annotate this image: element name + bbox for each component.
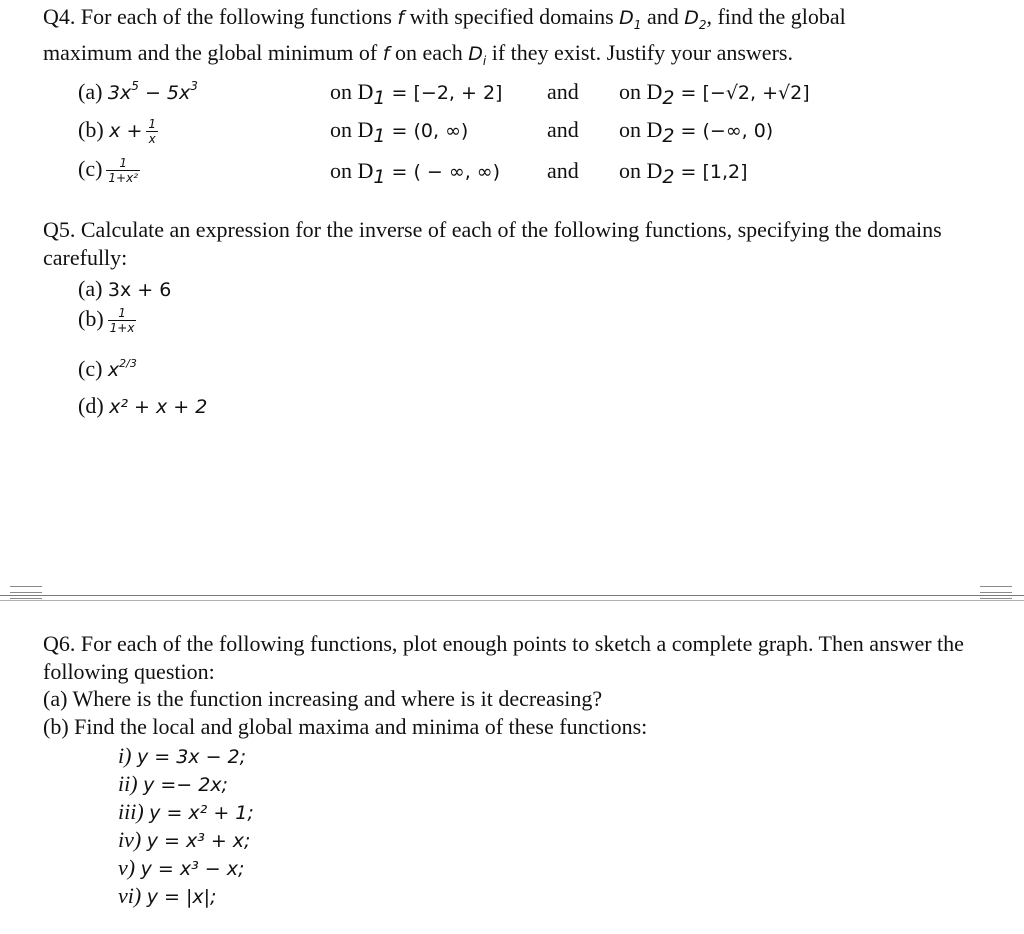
q5-item-d: (d) x² + x + 2 [78,393,208,418]
q4-b-expr: x + [109,120,143,142]
q4-c-domain1: on $D_1$ = ( − ∞, ∞) [330,158,501,188]
q5-d-expr: x² + x + 2 [109,396,208,418]
q4-a-and: and [547,79,579,104]
q6-part-a: (a) Where is the function increasing and where is it decreasing? [43,686,603,711]
q4-b-label: (b) [78,117,104,142]
q4-f-symbol-2: f [382,43,390,65]
q6-item-ii: ii) y =− 2x; [118,771,228,796]
q5-a-expr: 3x + 6 [107,279,172,301]
q4-line2c-text: if they exist. Justify your answers. [491,40,793,65]
q4-heading-line1 [43,4,846,30]
q4-item-a [78,79,198,105]
q4-item-b [78,117,158,146]
q4-and: and [646,4,679,29]
q4-line1b-text: with specified domains [409,4,614,29]
q5-heading: Q5. Calculate an expression for the inverse of each of the following functions, specifying the domains carefully: [43,217,942,270]
q4-line1c-text: , find the global [706,4,846,29]
q4-a-domain2: on $D_2 = [-√2$, +√2] [619,79,810,109]
q6-item-v: v) y = x³ − x; [118,855,245,880]
q5-c-expr: $x^{2/3}$ [107,357,137,381]
page-break-handle-right[interactable] [980,584,1012,602]
q6-part-b: (b) Find the local and global maxima and minima of these functions: [43,714,648,739]
q4-heading-line2 [43,40,793,66]
q5-item-b: (b) $\frac{1}{1+x}$ [78,306,135,336]
q4-c-fraction: $\frac{1}{\text{1+x²}}$ [108,156,139,186]
q4-line2b-text: on each [394,40,463,65]
q4-d1: $D_1$ [619,7,642,32]
q4-b-and: and [547,117,579,142]
q4-di: $D_i$ [468,43,487,68]
q4-b-domain1: on $D_1 = (0$, ∞) [330,117,469,147]
page-break-line [0,595,1024,596]
q4-c-label: (c) [78,156,103,181]
q6-heading: Q6. For each of the following functions, plot enough points to sketch a complete graph. Then answer the following question: [43,631,964,684]
q4-c-domain2: on $D_2 = [1,2]$ [619,158,748,188]
q5-item-a: (a) 3x + 6 [78,276,172,301]
q5-b-fraction: $\frac{1}{1+x}$ [109,306,135,336]
q4-c-and: and [547,158,579,183]
q5-item-c: (c) $x^{2/3}$ [78,356,137,381]
q6-item-iv: iv) y = x³ + x; [118,827,251,852]
q4-line1-text: Q4. For each of the following functions [43,4,392,29]
q4-d2: $D_2$ [684,7,707,32]
q4-a-domain1: on $D_1 = [-2$, + 2] [330,79,503,109]
q6-item-i: i) y = 3x − 2; [118,743,247,768]
q6-item-iii: iii) y = x² + 1; [118,799,254,824]
q6-item-vi: vi) y = |x|; [118,883,217,908]
q4-b-domain2: on $D_2$ = (−∞, 0) [619,117,774,147]
q4-f-symbol: f [397,7,405,29]
q4-line2a-text: maximum and the global minimum of [43,40,378,65]
q4-item-c [78,156,140,185]
q4-a-label: (a) [78,79,103,104]
q4-a-expr: $3x^5 - 5x^3$ [107,79,198,104]
q4-b-fraction: $\frac{1}{x}$ [148,117,157,147]
page-break-line-2 [0,600,1024,601]
